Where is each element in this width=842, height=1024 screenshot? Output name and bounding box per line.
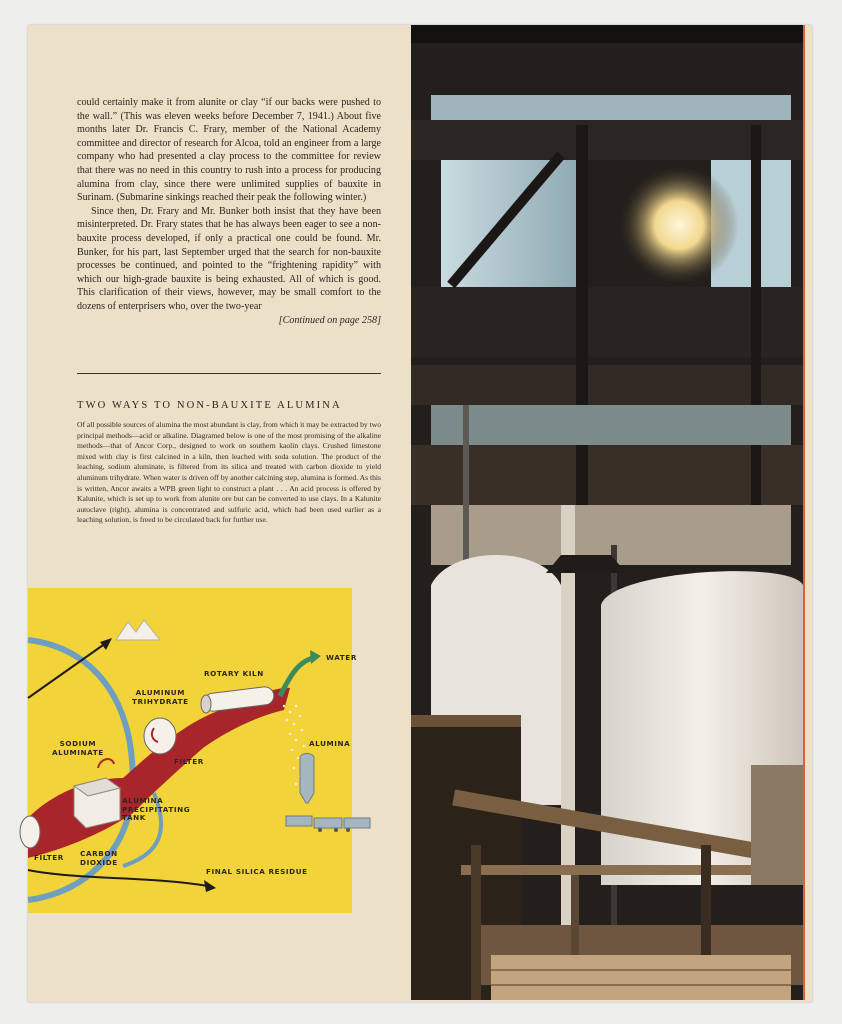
plant-interior-photo [411, 25, 803, 1000]
page-edge-stripe [803, 25, 805, 1000]
label-rotary-kiln: ROTARY KILN [204, 669, 264, 678]
article-paragraph-2-text: Since then, Dr. Frary and Mr. Bunker both insist that they have been misinterpreted. Dr. Frary states that he has always been eager to see a non-bauxite process developed, if only a practical one could be found. Mr. Bunker, for his part, last September urged that the search for non-bauxite processes be continued, and pointed to the “frightening rapidity” with which our high-grade bauxite is being exhausted. All of which is good. This clarification of their views, however, may be small comfort to the dozens of enterprisers who, over the two-year [77, 205, 381, 312]
ore-pile-icon [116, 620, 160, 640]
label-carbon-dioxide: CARBON DIOXIDE [80, 849, 118, 867]
label-aluminum-trihydrate: ALUMINUM TRIHYDRATE [132, 688, 189, 706]
continued-note: [Continued on page 258] [278, 314, 381, 326]
filter-drum-left-icon [20, 816, 40, 848]
article-paragraph-2 [77, 205, 381, 327]
label-filter-left: FILTER [34, 853, 64, 862]
sidebar-title: TWO WAYS TO NON-BAUXITE ALUMINA [77, 400, 342, 411]
article-body [77, 96, 381, 327]
rail-car-icon [314, 818, 342, 828]
article-paragraph-1: could certainly make it from alunite or clay “if our backs were pushed to the wall.” (This was eleven weeks before December 7, 1941.) About five months later Dr. Francis C. Frary, member of the National Academy committee and director of research for Alcoa, told an engineer from a large company who had presented a clay process to the committee for review that there was no need in this country to rush into a process for producing alumina from clay, since there were unlimited supplies of bauxite in Surinam. (Submarine sinkings reached their peak the following winter.) [77, 97, 381, 204]
sidebar-text: Of all possible sources of alumina the most abundant is clay, from which it may be extracted by two principal methods—acid or alkaline. Diagramed below is one of the most promising of the alkaline methods—that of Ancor Corp., designed to work on southern kaolin clays. Crushed limestone mixed with clay is first calcined in a kiln, then leached with soda solution. The product of the leaching, sodium aluminate, is filtered from its silica and treated with carbon dioxide to yield aluminum trihydrate. When water is driven off by another calcining step, alumina is formed. As this is written, Ancor awaits a WPB green light to construct a plant . . . An acid process is offered by Kalunite, which is set up to work from alunite ore but can be converted to use clays. In a Kalunite autoclave (right), alumina is concentrated and sulfuric acid, which had been used earlier as a leaching solution, is freed to be circulated back for further use. [77, 420, 381, 525]
label-sodium-aluminate: SODIUM ALUMINATE [52, 739, 104, 757]
label-alumina-precipitating-tank: ALUMINA PRECIPITATING TANK [122, 796, 191, 823]
photo-art [411, 25, 803, 1000]
process-diagram [28, 588, 357, 913]
water-arrow [280, 658, 313, 696]
residue-arrow [28, 870, 208, 886]
alumina-silo-icon [300, 754, 314, 804]
label-alumina: ALUMINA [309, 739, 351, 748]
label-filter-right: FILTER [174, 757, 204, 766]
filter-drum-icon [144, 718, 176, 754]
section-divider [77, 373, 381, 374]
label-final-silica-residue: FINAL SILICA RESIDUE [206, 867, 308, 876]
label-water: WATER [326, 653, 357, 662]
